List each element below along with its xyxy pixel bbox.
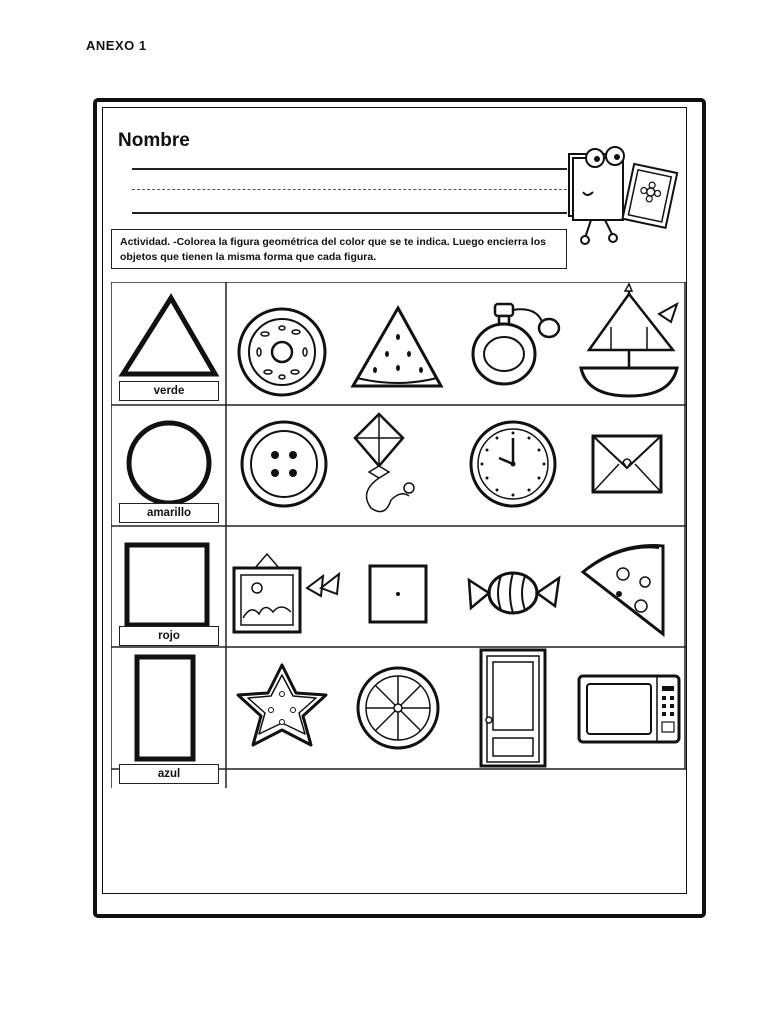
microwave-icon <box>579 676 679 742</box>
circle-shape <box>129 423 209 503</box>
shapes-grid <box>111 282 686 788</box>
name-line-bottom <box>132 212 567 214</box>
donut-icon <box>239 309 325 395</box>
watermelon-slice-icon <box>353 308 441 386</box>
book-mascot-icon <box>565 142 685 252</box>
clock-icon <box>471 422 555 506</box>
door-icon <box>481 650 545 766</box>
button-icon <box>242 422 326 506</box>
color-label-verde: verde <box>119 381 219 401</box>
rectangle-shape <box>137 657 193 759</box>
triangle-shape <box>123 298 215 374</box>
sailboat-icon <box>581 284 677 396</box>
activity-instructions: Actividad. -Colorea la figura geométrica del color que se te indica. Luego encierra los objetos que tienen la misma forma que cada figura. <box>111 229 567 269</box>
pizza-slice-icon <box>583 546 663 634</box>
picture-frame-icon <box>234 554 339 632</box>
annex-label: ANEXO 1 <box>86 38 147 53</box>
kite-icon <box>355 414 414 512</box>
cracker-icon <box>370 566 426 622</box>
grid-lines <box>111 282 686 788</box>
name-line-dashed <box>132 189 567 190</box>
perfume-bottle-icon <box>473 304 559 384</box>
name-label: Nombre <box>118 130 190 151</box>
square-shape <box>127 545 207 625</box>
name-line-top <box>132 168 567 170</box>
candy-icon <box>469 573 559 613</box>
star-cookie-icon <box>238 665 326 745</box>
color-label-azul: azul <box>119 764 219 784</box>
envelope-icon <box>593 436 661 492</box>
orange-slice-icon <box>358 668 438 748</box>
color-label-rojo: rojo <box>119 626 219 646</box>
color-label-amarillo: amarillo <box>119 503 219 523</box>
